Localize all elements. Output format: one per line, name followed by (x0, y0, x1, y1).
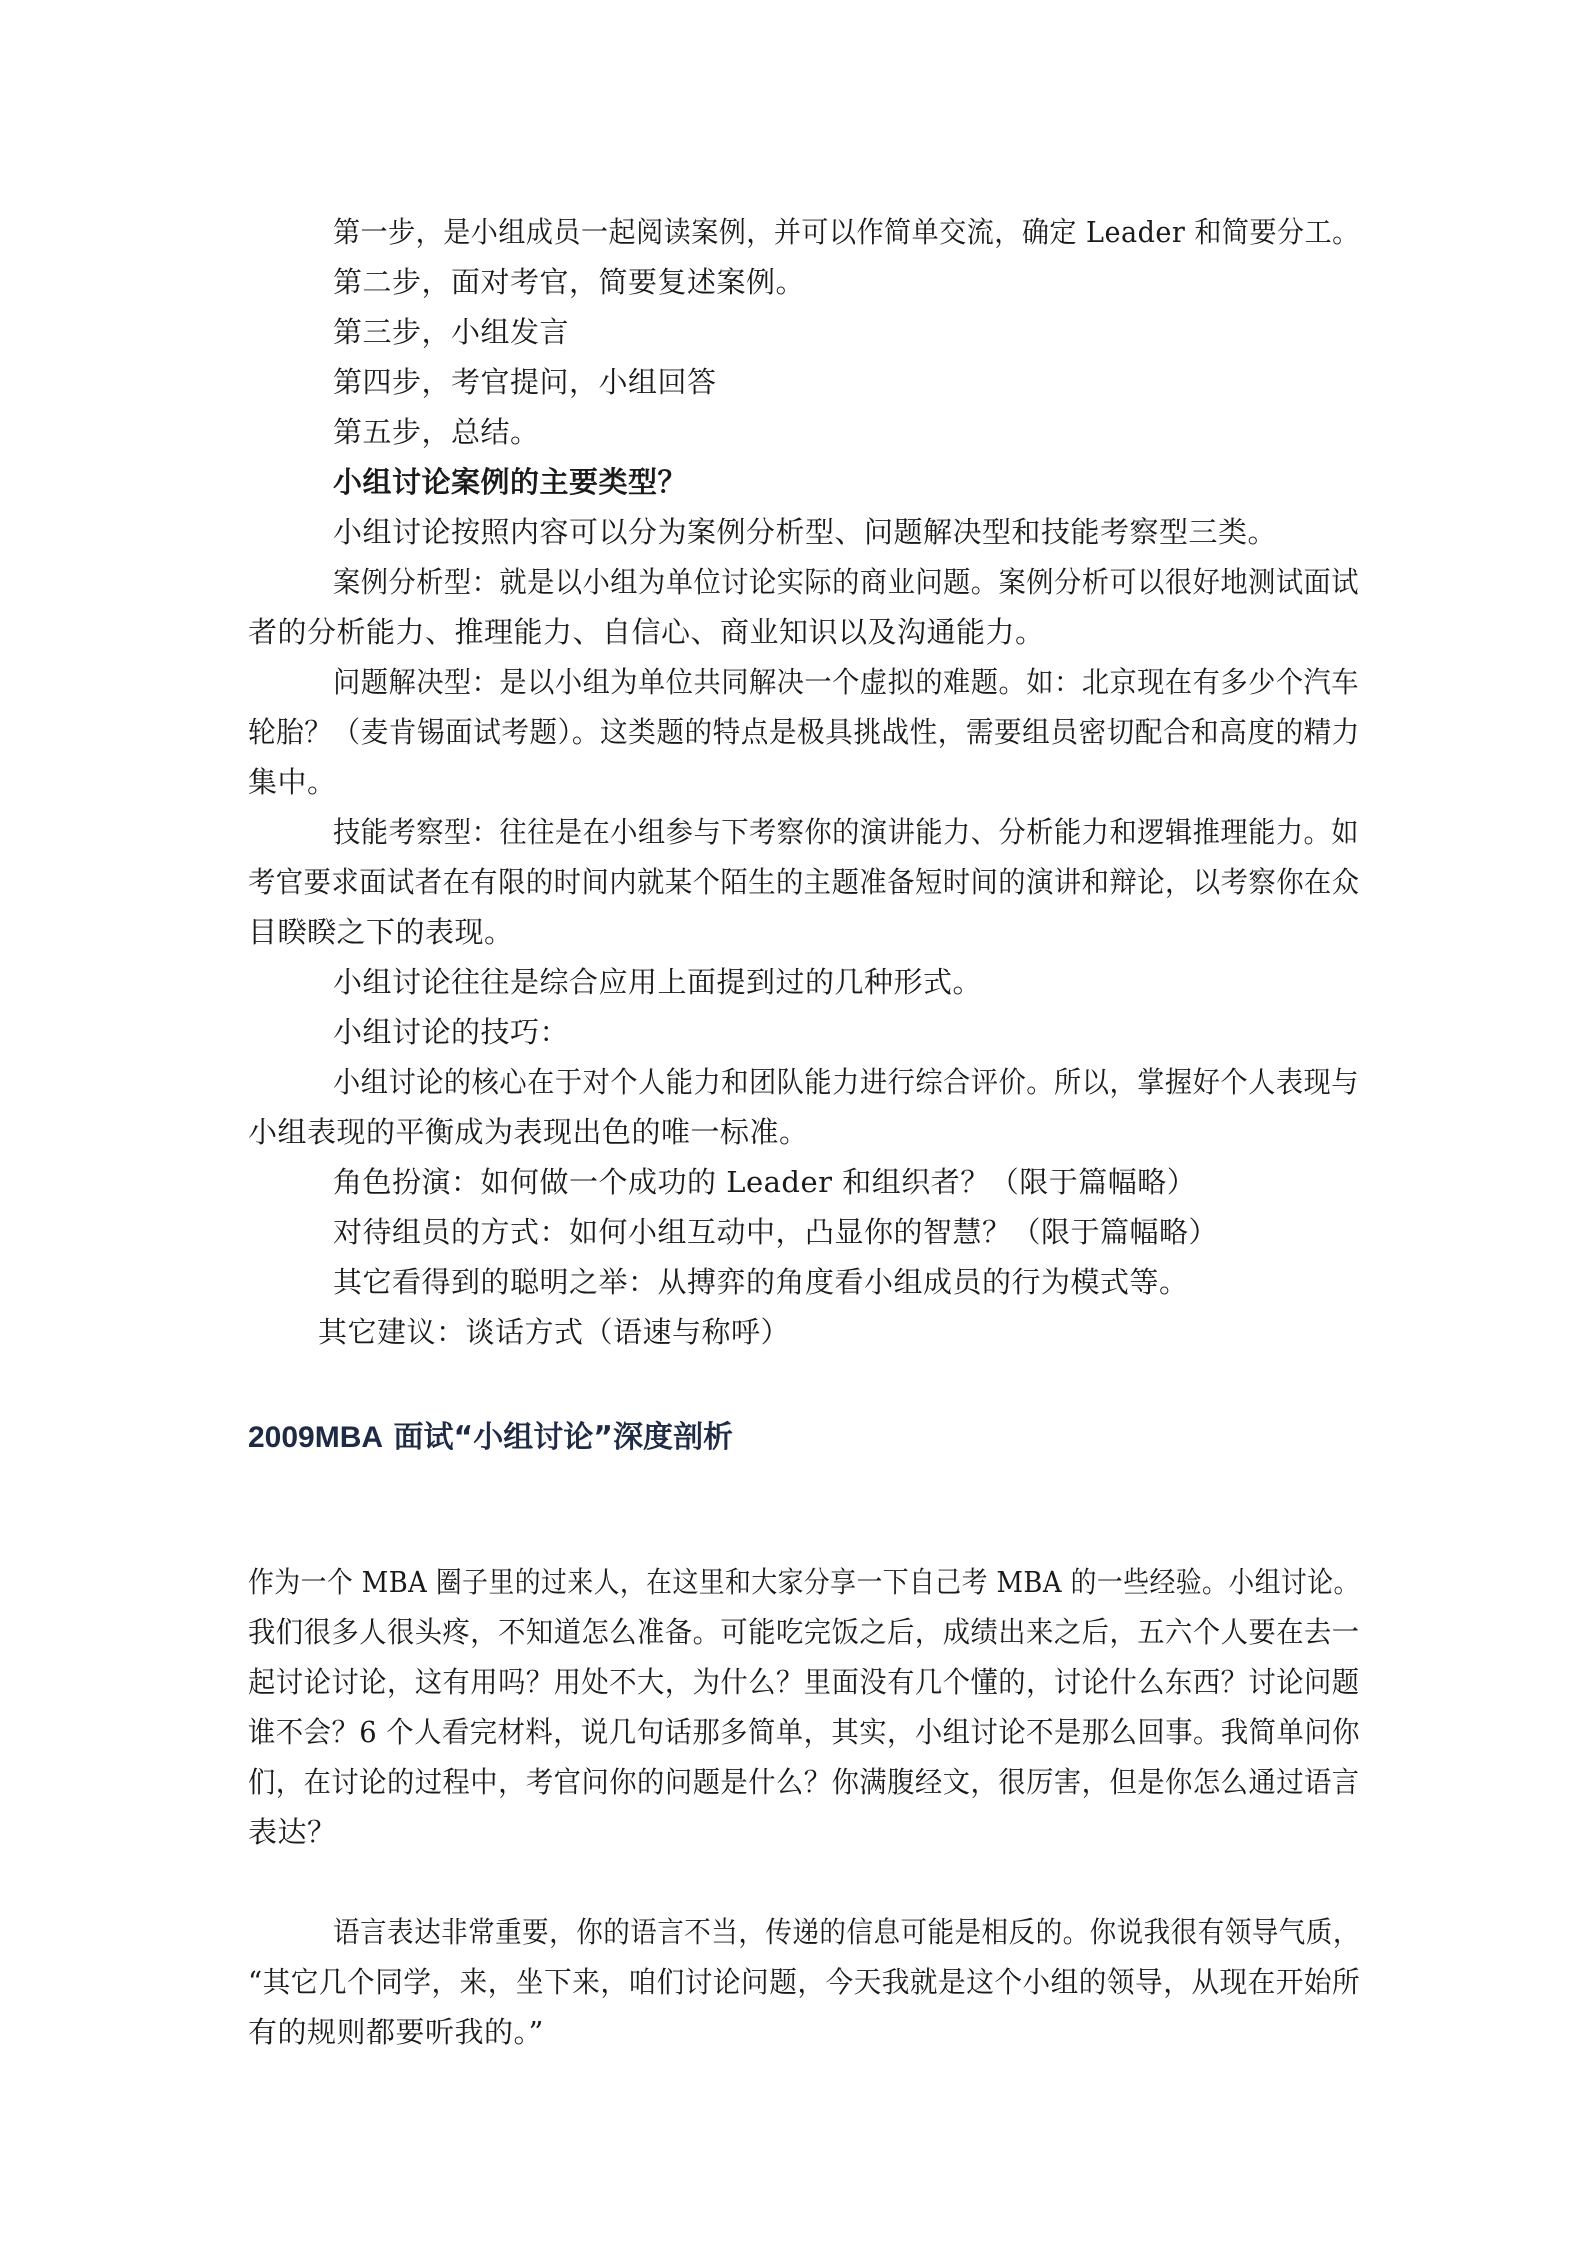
role-play: 角色扮演：如何做一个成功的 Leader 和组织者？（限于篇幅略） (333, 1165, 1197, 1199)
para1-line-2: 我们很多人很头疼，不知道怎么准备。可能吃完饭之后，成绩出来之后，五六个人要在去一 (248, 1615, 1360, 1649)
section-title (248, 1418, 733, 1458)
core-line-2: 小组表现的平衡成为表现出色的唯一标准。 (248, 1115, 809, 1149)
skill-test-line-1: 技能考察型：往往是在小组参与下考察你的演讲能力、分析能力和逻辑推理能力。如 (333, 815, 1360, 849)
para1-line-3: 起讨论讨论，这有用吗？用处不大，为什么？里面没有几个懂的，讨论什么东西？讨论问题 (248, 1665, 1360, 1699)
case-analysis-line-1: 案例分析型：就是以小组为单位讨论实际的商业问题。案例分析可以很好地测试面试 (333, 565, 1360, 599)
problem-solving-line-1: 问题解决型：是以小组为单位共同解决一个虚拟的难题。如：北京现在有多少个汽车 (333, 665, 1360, 699)
types-intro: 小组讨论按照内容可以分为案例分析型、问题解决型和技能考察型三类。 (333, 515, 1278, 549)
step-2: 第二步，面对考官，简要复述案例。 (333, 265, 806, 299)
skill-test-line-3: 目睽睽之下的表现。 (248, 915, 514, 949)
other-suggestions: 其它建议：谈话方式（语速与称呼） (318, 1315, 791, 1349)
combined-forms: 小组讨论往往是综合应用上面提到过的几种形式。 (333, 965, 983, 999)
para1-line-4: 谁不会？6 个人看完材料，说几句话那多简单，其实，小组讨论不是那么回事。我简单问你 (248, 1715, 1360, 1749)
smart-moves: 其它看得到的聪明之举：从搏弈的角度看小组成员的行为模式等。 (333, 1265, 1189, 1299)
problem-solving-line-3: 集中。 (248, 765, 337, 799)
case-analysis-line-2: 者的分析能力、推理能力、自信心、商业知识以及沟通能力。 (248, 615, 1045, 649)
tips-heading: 小组讨论的技巧： (333, 1015, 570, 1049)
problem-solving-line-2: 轮胎？（麦肯锡面试考题）。这类题的特点是极具挑战性，需要组员密切配合和高度的精力 (248, 715, 1360, 749)
para2-line-1: 语言表达非常重要，你的语言不当，传递的信息可能是相反的。你说我很有领导气质， (333, 1915, 1360, 1949)
step-4: 第四步，考官提问，小组回答 (333, 365, 717, 399)
treat-members: 对待组员的方式：如何小组互动中，凸显你的智慧？（限于篇幅略） (333, 1215, 1219, 1249)
types-heading: 小组讨论案例的主要类型？ (333, 465, 688, 499)
para1-line-6: 表达？ (248, 1815, 337, 1849)
skill-test-line-2: 考官要求面试者在有限的时间内就某个陌生的主题准备短时间的演讲和辩论，以考察你在众 (248, 865, 1360, 899)
section-title-latin: 2009MBA (248, 1421, 384, 1454)
section-title-cjk: 面试“小组讨论”深度剖析 (383, 1420, 733, 1455)
step-1: 第一步，是小组成员一起阅读案例，并可以作简单交流，确定 Leader 和简要分工。 (333, 215, 1360, 249)
step-5: 第五步，总结。 (333, 415, 540, 449)
para1-line-1: 作为一个 MBA 圈子里的过来人，在这里和大家分享一下自己考 MBA 的一些经验。小组讨论。 (248, 1565, 1360, 1599)
core-line-1: 小组讨论的核心在于对个人能力和团队能力进行综合评价。所以，掌握好个人表现与 (333, 1065, 1360, 1099)
step-3: 第三步，小组发言 (333, 315, 570, 349)
para1-line-5: 们，在讨论的过程中，考官问你的问题是什么？你满腹经文，很厉害，但是你怎么通过语言 (248, 1765, 1360, 1799)
para2-line-3: 有的规则都要听我的。” (248, 2015, 544, 2049)
para2-line-2: “其它几个同学，来，坐下来，咱们讨论问题，今天我就是这个小组的领导，从现在开始所 (248, 1965, 1361, 1999)
